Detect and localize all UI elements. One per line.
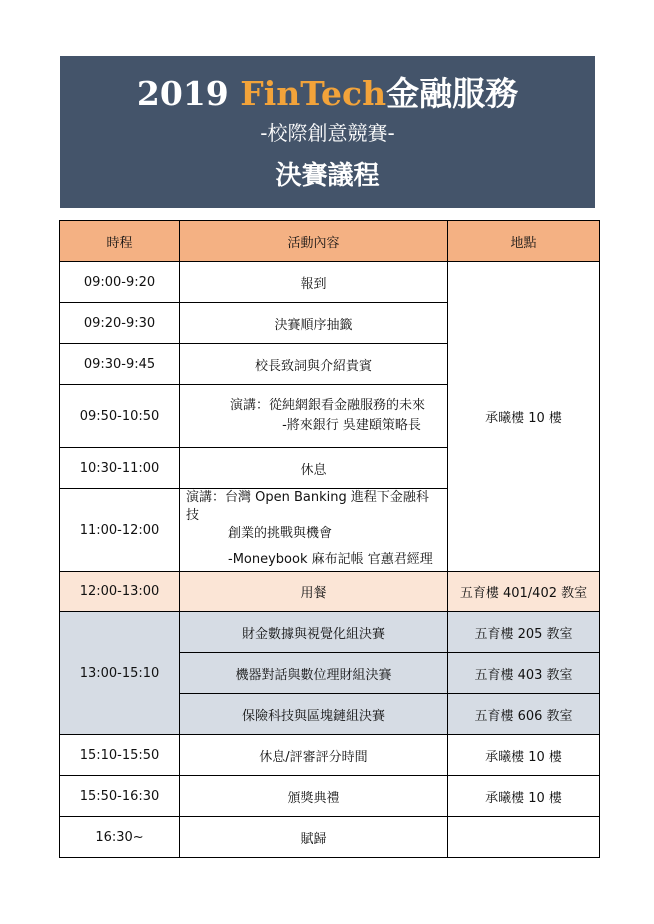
activity-cell: 用餐 (180, 572, 448, 612)
location-cell: 承曦樓 10 樓 (448, 776, 600, 817)
title-cn: 金融服務 (386, 74, 519, 113)
speech-speaker: -Moneybook 麻布記帳 官蕙君經理 (228, 552, 433, 567)
speech-title: 演講：台灣 Open Banking 進程下金融科技 (186, 490, 429, 523)
activity-cell: 校長致詞與介紹貴賓 (180, 344, 448, 385)
header-time: 時程 (60, 221, 180, 262)
time-cell: 15:50-16:30 (60, 776, 180, 817)
agenda-heading: 決賽議程 (275, 161, 380, 191)
activity-cell (180, 385, 448, 448)
speech-title-cont: 創業的挑戰與機會 (228, 526, 333, 541)
header-activity: 活動內容 (180, 221, 448, 262)
activity-cell: 休息 (180, 448, 448, 489)
activity-cell: 機器對話與數位理財組決賽 (180, 653, 448, 694)
activity-cell: 頒獎典禮 (180, 776, 448, 817)
location-cell: 五育樓 606 教室 (448, 694, 600, 735)
table-row (60, 735, 600, 776)
location-cell: 五育樓 401/402 教室 (448, 572, 600, 612)
time-cell: 09:00-9:20 (60, 262, 180, 303)
time-cell: 09:30-9:45 (60, 344, 180, 385)
event-subtitle: -校際創意競賽- (260, 121, 395, 145)
table-row (60, 612, 600, 653)
activity-cell: 保險科技與區塊鏈組決賽 (180, 694, 448, 735)
table-row (60, 262, 600, 303)
speech-speaker: -將來銀行 吳建頤策略長 (282, 418, 421, 433)
header-location: 地點 (448, 221, 600, 262)
table-header-row (60, 221, 600, 262)
time-cell: 09:20-9:30 (60, 303, 180, 344)
time-cell: 13:00-15:10 (60, 612, 180, 735)
event-title (60, 74, 595, 114)
time-cell: 11:00-12:00 (60, 489, 180, 572)
time-cell: 16:30~ (60, 817, 180, 858)
time-cell: 09:50-10:50 (60, 385, 180, 448)
activity-cell: 賦歸 (180, 817, 448, 858)
title-brand: FinTech (240, 74, 387, 113)
title-year: 2019 (136, 74, 229, 113)
location-cell: 五育樓 205 教室 (448, 612, 600, 653)
time-cell: 10:30-11:00 (60, 448, 180, 489)
location-cell (448, 817, 600, 858)
table-row (60, 776, 600, 817)
table-row (60, 817, 600, 858)
time-cell: 15:10-15:50 (60, 735, 180, 776)
agenda-table (59, 220, 600, 858)
location-cell: 承曦樓 10 樓 (448, 262, 600, 572)
location-cell: 五育樓 403 教室 (448, 653, 600, 694)
table-row (60, 572, 600, 612)
speech-title: 演講：從純網銀看金融服務的未來 (229, 398, 425, 413)
time-cell: 12:00-13:00 (60, 572, 180, 612)
activity-cell (180, 489, 448, 572)
location-cell: 承曦樓 10 樓 (448, 735, 600, 776)
activity-cell: 休息/評審評分時間 (180, 735, 448, 776)
activity-cell: 報到 (180, 262, 448, 303)
activity-cell: 決賽順序抽籤 (180, 303, 448, 344)
activity-cell: 財金數據與視覺化組決賽 (180, 612, 448, 653)
